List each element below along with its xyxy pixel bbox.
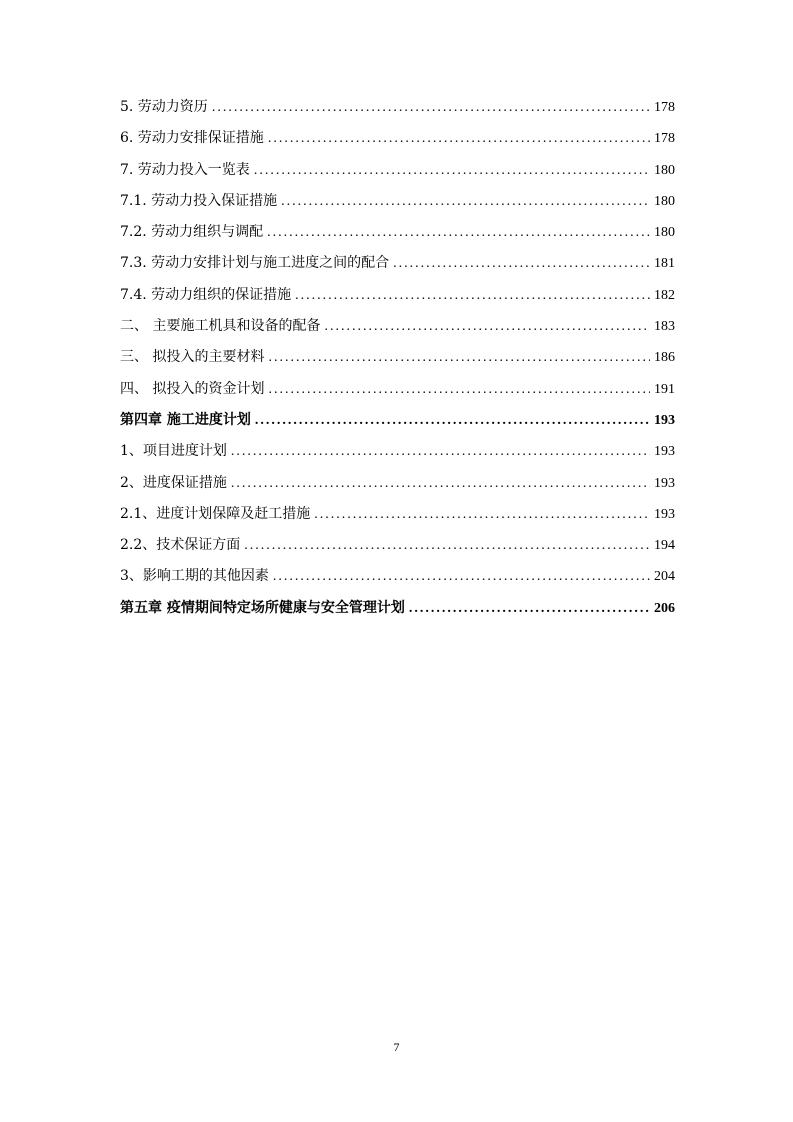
- toc-entry-label: 二、 主要施工机具和设备的配备: [120, 318, 321, 335]
- toc-leader-dots: [268, 342, 650, 373]
- toc-entry-page: 181: [654, 256, 675, 272]
- toc-chapter-entry[interactable]: [120, 405, 675, 436]
- toc-entry[interactable]: [120, 499, 675, 530]
- page-number: 7: [393, 1040, 400, 1054]
- toc-entry-page: 180: [654, 162, 675, 178]
- toc-entry[interactable]: [120, 123, 675, 154]
- toc-entry-label: 7.1. 劳动力投入保证措施: [120, 192, 278, 209]
- toc-entry-label: 四、 拟投入的资金计划: [120, 380, 265, 397]
- toc-leader-dots: [393, 248, 650, 279]
- toc-entry-page: 193: [654, 475, 675, 491]
- toc-leader-dots: [212, 92, 650, 123]
- toc-entry[interactable]: [120, 374, 675, 405]
- toc-leader-dots: [231, 436, 650, 467]
- toc-entry-label: 7.4. 劳动力组织的保证措施: [120, 286, 292, 303]
- toc-entry[interactable]: [120, 217, 675, 248]
- toc-entry-label: 7. 劳动力投入一览表: [120, 161, 250, 178]
- toc-leader-dots: [244, 530, 650, 561]
- toc-entry[interactable]: [120, 186, 675, 217]
- toc-leader-dots: [295, 280, 650, 311]
- toc-entry[interactable]: [120, 561, 675, 592]
- toc-entry-page: 206: [654, 600, 675, 616]
- toc-entry-label: 第五章 疫情期间特定场所健康与安全管理计划: [120, 599, 405, 616]
- toc-entry-label: 6. 劳动力安排保证措施: [120, 130, 264, 147]
- toc-entry-page: 178: [654, 131, 675, 147]
- toc-leader-dots: [314, 499, 650, 530]
- toc-entry-page: 191: [654, 381, 675, 397]
- toc-entry-page: 186: [654, 350, 675, 366]
- toc-entry-page: 193: [654, 506, 675, 522]
- toc-entry-label: 2、进度保证措施: [120, 474, 227, 491]
- toc-leader-dots: [281, 186, 650, 217]
- toc-leader-dots: [268, 123, 650, 154]
- toc-chapter-entry[interactable]: [120, 593, 675, 624]
- toc-leader-dots: [255, 405, 650, 436]
- toc-entry-page: 178: [654, 100, 675, 115]
- toc-entry-label: 第四章 施工进度计划: [120, 411, 251, 428]
- toc-entry-page: 180: [654, 225, 675, 241]
- toc-entry-label: 7.2. 劳动力组织与调配: [120, 224, 264, 241]
- toc-entry[interactable]: [120, 248, 675, 279]
- toc-entry-page: 193: [654, 444, 675, 460]
- toc-entry-label: 3、影响工期的其他因素: [120, 568, 269, 585]
- toc-entry-label: 5. 劳动力资历: [120, 99, 208, 115]
- toc-entry-page: 180: [654, 193, 675, 209]
- toc-leader-dots: [231, 468, 650, 499]
- toc-entry-page: 204: [654, 569, 675, 585]
- toc-entry-label: 7.3. 劳动力安排计划与施工进度之间的配合: [120, 255, 390, 272]
- toc-entry-label: 三、 拟投入的主要材料: [120, 349, 265, 366]
- toc-entry-label: 2.2、技术保证方面: [120, 537, 241, 554]
- toc-entry-page: 193: [654, 412, 675, 428]
- toc-entry[interactable]: [120, 280, 675, 311]
- toc-entry-page: 194: [654, 538, 675, 554]
- toc-leader-dots: [409, 593, 650, 624]
- toc-leader-dots: [267, 217, 650, 248]
- toc-leader-dots: [268, 374, 650, 405]
- toc-entry-page: 182: [654, 287, 675, 303]
- toc-entry[interactable]: [120, 436, 675, 467]
- toc-entry-label: 2.1、进度计划保障及赶工措施: [120, 505, 311, 522]
- toc-entry-label: 1、项目进度计划: [120, 443, 227, 460]
- toc-leader-dots: [254, 155, 650, 186]
- table-of-contents: [120, 92, 675, 624]
- toc-entry-page: 183: [654, 319, 675, 335]
- toc-entry[interactable]: [120, 468, 675, 499]
- toc-entry[interactable]: [120, 155, 675, 186]
- toc-leader-dots: [324, 311, 650, 342]
- toc-entry[interactable]: [120, 342, 675, 373]
- toc-entry[interactable]: [120, 530, 675, 561]
- toc-leader-dots: [273, 561, 650, 592]
- toc-entry[interactable]: [120, 92, 675, 123]
- toc-entry[interactable]: [120, 311, 675, 342]
